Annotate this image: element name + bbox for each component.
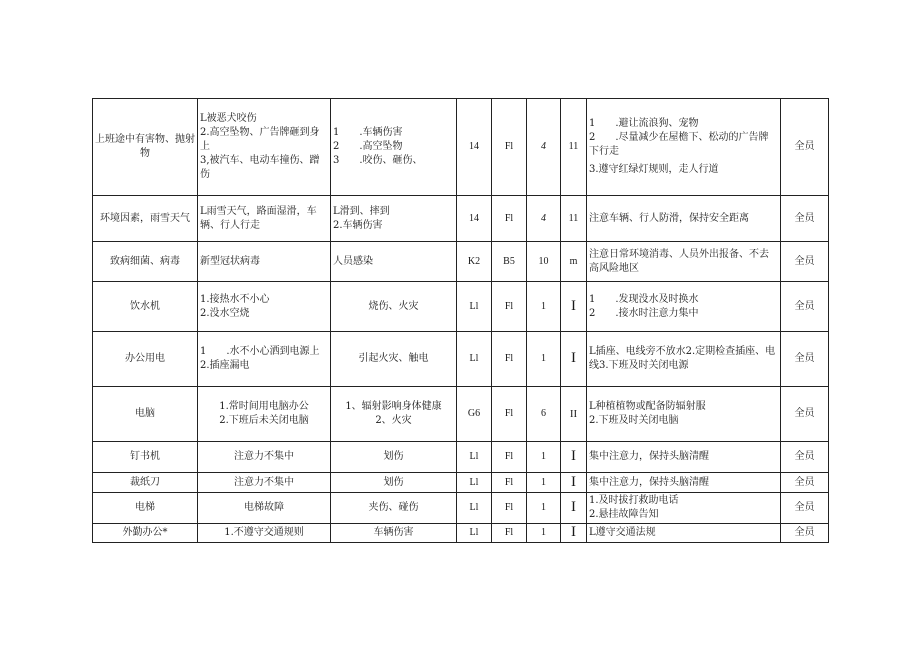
measures-cell: 注意车辆、行人防滑，保持安全距离 <box>587 196 781 242</box>
consequence-cell: L滑到、摔到 2.车辆伤害 <box>331 196 457 242</box>
consequence-cell: 划伤 <box>331 473 457 493</box>
hazard-cell: 饮水机 <box>93 282 198 332</box>
score-d: I <box>561 282 587 332</box>
consequence-cell: 划伤 <box>331 442 457 473</box>
responsible-cell: 全员 <box>781 242 829 282</box>
score-l: Ll <box>457 332 492 387</box>
measures-cell: 注意日常环境消毒、人员外出报备、不去高风险地区 <box>587 242 781 282</box>
score-e: Fl <box>492 196 527 242</box>
score-d: I <box>561 493 587 524</box>
hazard-cell: 电梯 <box>93 493 198 524</box>
score-d: I <box>561 473 587 493</box>
hazard-cell: 电脑 <box>93 387 198 442</box>
table-row <box>93 196 829 242</box>
cause-cell: L被恶犬咬伤 2.高空坠物、广告牌砸到身上 3,被汽车、电动车撞伤、蹭伤 <box>198 99 331 196</box>
score-d: 11 <box>561 99 587 196</box>
cause-cell: 1.常时间用电脑办公 2.下班后未关闭电脑 <box>198 387 331 442</box>
measures-cell: L遵守交通法规 <box>587 524 781 543</box>
score-l: Ll <box>457 493 492 524</box>
score-c: 1 <box>527 493 561 524</box>
score-l: Ll <box>457 524 492 543</box>
responsible-cell: 全员 <box>781 282 829 332</box>
score-c: 4 <box>527 99 561 196</box>
responsible-cell: 全员 <box>781 387 829 442</box>
score-d: I <box>561 442 587 473</box>
consequence-cell: 烧伤、火灾 <box>331 282 457 332</box>
score-e: Fl <box>492 332 527 387</box>
responsible-cell: 全员 <box>781 493 829 524</box>
responsible-cell: 全员 <box>781 99 829 196</box>
score-e: Fl <box>492 442 527 473</box>
score-e: B5 <box>492 242 527 282</box>
score-d: m <box>561 242 587 282</box>
score-c: 6 <box>527 387 561 442</box>
cause-cell: 注意力不集中 <box>198 442 331 473</box>
cause-cell: 1 .水不小心洒到电源上 2.插座漏电 <box>198 332 331 387</box>
cause-cell: 1.不遵守交通规则 <box>198 524 331 543</box>
score-c: 1 <box>527 524 561 543</box>
hazard-cell: 致病细菌、病毒 <box>93 242 198 282</box>
score-l: Ll <box>457 282 492 332</box>
cause-cell: 电梯故障 <box>198 493 331 524</box>
table-row <box>93 387 829 442</box>
table-row <box>93 524 829 543</box>
score-e: Fl <box>492 99 527 196</box>
measures-cell: 1.及时拔打救助电话 2.悬挂故障告知 <box>587 493 781 524</box>
hazard-cell: 钉书机 <box>93 442 198 473</box>
hazard-cell: 办公用电 <box>93 332 198 387</box>
score-d: I <box>561 332 587 387</box>
responsible-cell: 全员 <box>781 196 829 242</box>
measures-cell: 集中注意力，保持头脑清醒 <box>587 473 781 493</box>
cause-cell: 注意力不集中 <box>198 473 331 493</box>
table-row <box>93 332 829 387</box>
score-d: 11 <box>561 196 587 242</box>
consequence-cell: 车辆伤害 <box>331 524 457 543</box>
consequence-cell: 1、辐射影响身体健康 2、火灾 <box>331 387 457 442</box>
score-c: 1 <box>527 442 561 473</box>
score-e: Fl <box>492 282 527 332</box>
score-c: 1 <box>527 332 561 387</box>
score-l: Ll <box>457 442 492 473</box>
table-row <box>93 99 829 196</box>
score-c: 1 <box>527 473 561 493</box>
measures-cell: 1 .避让流浪狗、宠物 2 .尽量减少在屋檐下、松动的广告牌下行走 3.遵守红绿灯规则，走人行道 <box>587 99 781 196</box>
table-row <box>93 442 829 473</box>
responsible-cell: 全员 <box>781 473 829 493</box>
consequence-cell: 夹伤、碰伤 <box>331 493 457 524</box>
measures-cell: 1 .发现没水及时换水 2 .接水时注意力集中 <box>587 282 781 332</box>
measures-cell: L插座、电线旁不放水2.定期检查插座、电线3.下班及时关闭电源 <box>587 332 781 387</box>
hazard-cell: 外勤办公* <box>93 524 198 543</box>
consequence-cell: 1 .车辆伤害 2 .高空坠物 3 .咬伤、砸伤、 <box>331 99 457 196</box>
risk-assessment-table <box>92 98 829 543</box>
cause-cell: 1.接热水不小心 2.没水空烧 <box>198 282 331 332</box>
table-row <box>93 493 829 524</box>
hazard-cell: 环境因素，雨雪天气 <box>93 196 198 242</box>
consequence-cell: 人员感染 <box>331 242 457 282</box>
measures-cell: L种植植物或配备防辐射服 2.下班及时关闭电脑 <box>587 387 781 442</box>
score-e: Fl <box>492 473 527 493</box>
score-d: I <box>561 524 587 543</box>
table-row <box>93 473 829 493</box>
score-l: K2 <box>457 242 492 282</box>
score-e: Fl <box>492 524 527 543</box>
score-d: II <box>561 387 587 442</box>
score-c: 4 <box>527 196 561 242</box>
score-l: 14 <box>457 196 492 242</box>
hazard-cell: 裁纸刀 <box>93 473 198 493</box>
score-e: Fl <box>492 387 527 442</box>
score-e: Fl <box>492 493 527 524</box>
score-l: Ll <box>457 473 492 493</box>
responsible-cell: 全员 <box>781 332 829 387</box>
score-c: 1 <box>527 282 561 332</box>
responsible-cell: 全员 <box>781 524 829 543</box>
measures-cell: 集中注意力，保持头脑清醒 <box>587 442 781 473</box>
table-row <box>93 242 829 282</box>
cause-cell: L雨雪天气，路面湿滑，车辆、行人行走 <box>198 196 331 242</box>
hazard-cell: 上班途中有害物、抛射物 <box>93 99 198 196</box>
score-l: G6 <box>457 387 492 442</box>
consequence-cell: 引起火灾、触电 <box>331 332 457 387</box>
score-l: 14 <box>457 99 492 196</box>
score-c: 10 <box>527 242 561 282</box>
table-row <box>93 282 829 332</box>
cause-cell: 新型冠状病毒 <box>198 242 331 282</box>
responsible-cell: 全员 <box>781 442 829 473</box>
